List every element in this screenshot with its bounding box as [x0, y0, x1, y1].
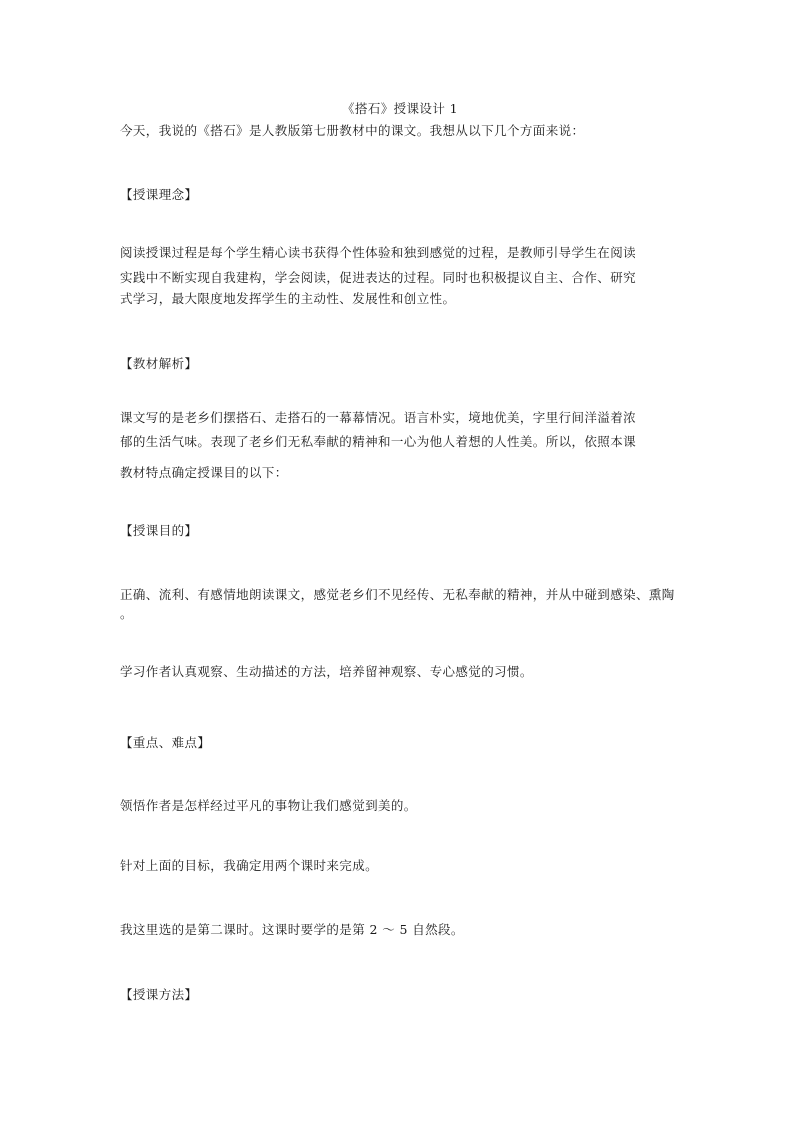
- section-heading-teaching-goals: 【授课目的】: [120, 523, 198, 538]
- paragraph-line: 正确、流利、有感情地朗读课文，感觉老乡们不见经传、无私奉献的精神，并从中碰到感染、熏陶: [120, 587, 675, 602]
- paragraph-line: 式学习，最大限度地发挥学生的主动性、发展性和创立性。: [120, 291, 456, 306]
- paragraph-line: 学习作者认真观察、生动描述的方法，培养留神观察、专心感觉的习惯。: [120, 664, 533, 679]
- section-heading-key-points: 【重点、难点】: [120, 735, 211, 750]
- paragraph-line: 实践中不断实现自我建构，学会阅读，促进表达的过程。同时也积极提议自主、合作、研究: [120, 270, 637, 285]
- paragraph-line: 。: [120, 606, 133, 621]
- paragraph-line: 我这里选的是第二课时。这课时要学的是第 2 ～ 5 自然段。: [120, 922, 464, 937]
- paragraph-line: 领悟作者是怎样经过平凡的事物让我们感觉到美的。: [120, 798, 417, 813]
- paragraph-line: 针对上面的目标，我确定用两个课时来完成。: [120, 858, 379, 873]
- paragraph-line: 课文写的是老乡们摆搭石、走搭石的一幕幕情况。语言朴实，境地优美，字里行间洋溢着浓: [120, 410, 637, 425]
- paragraph-line: 教材特点确定授课目的以下：: [120, 465, 288, 480]
- document-title: 《搭石》授课设计 1: [342, 101, 458, 116]
- paragraph-line: 郁的生活气味。表现了老乡们无私奉献的精神和一心为他人着想的人性美。所以，依照本课: [120, 434, 637, 449]
- section-heading-teaching-concept: 【授课理念】: [120, 187, 198, 202]
- section-heading-material-analysis: 【教材解析】: [120, 356, 198, 371]
- intro-paragraph: 今天，我说的《搭石》是人教版第七册教材中的课文。我想从以下几个方面来说：: [120, 123, 585, 138]
- paragraph-line: 阅读授课过程是每个学生精心读书获得个性体验和独到感觉的过程，是教师引导学生在阅读: [120, 245, 637, 260]
- section-heading-teaching-method: 【授课方法】: [120, 987, 198, 1002]
